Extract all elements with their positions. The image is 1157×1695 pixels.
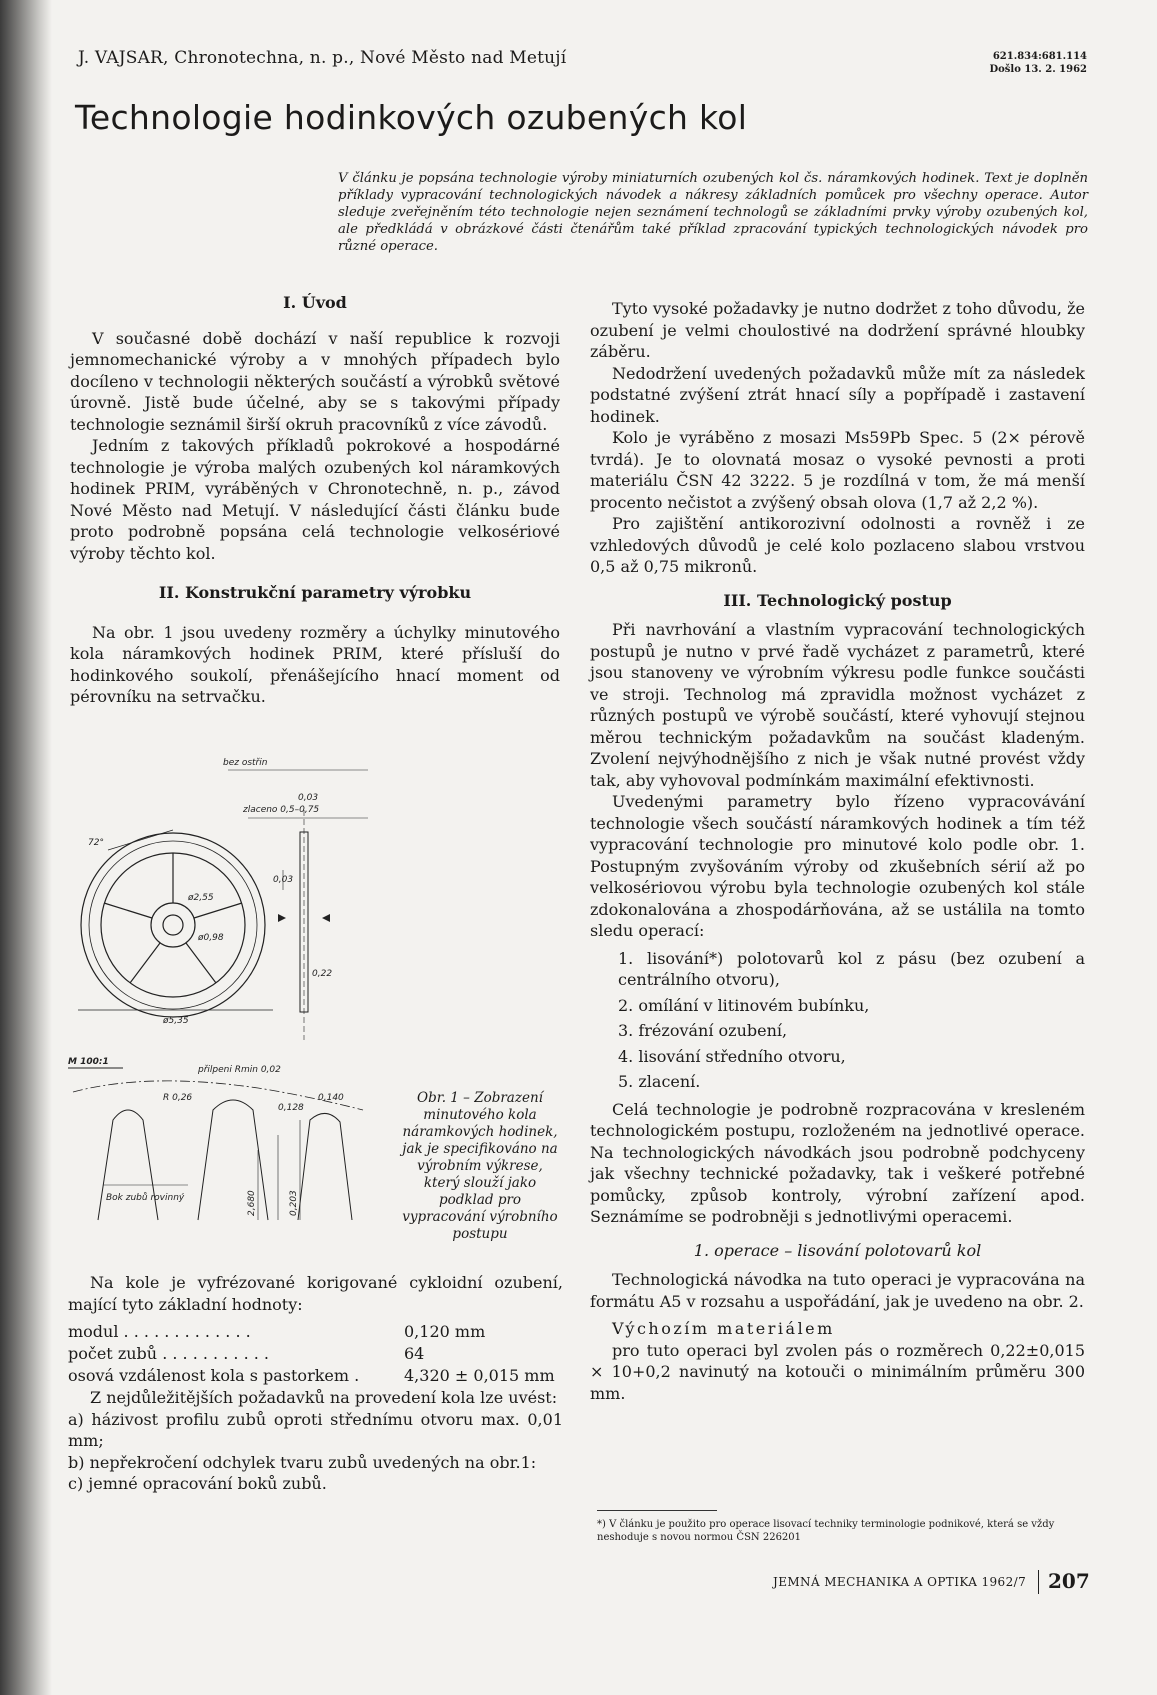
figure-label: 0,203 bbox=[289, 1190, 299, 1216]
paragraph: Celá technologie je podrobně rozpracována v kresleném technologickém postupu, rozloženém na jednotlivé operace. Na technologických návodkách jsou podrobně podchyceny jak všechny technické požadavky, tak i veškeré potřebné pomůcky, způsob kontroly, výrobní zařízení apod. Seznámíme se podrobněji s jednotlivými operacemi. bbox=[590, 1099, 1085, 1226]
page-binding-shadow bbox=[0, 0, 52, 1695]
figure-label: R 0,26 bbox=[163, 1093, 193, 1103]
article-title: Technologie hodinkových ozubených kol bbox=[75, 98, 748, 137]
paragraph: pro tuto operaci byl zvolen pás o rozměrech 0,22±0,015 × 10+0,2 navinutý na kotouči o minimálním průměru 300 mm. bbox=[590, 1340, 1085, 1403]
figure-label: 0,128 bbox=[278, 1103, 304, 1113]
section-2-heading: II. Konstrukční parametry výrobku bbox=[158, 583, 472, 602]
section-1-heading: I. Úvod bbox=[283, 293, 347, 312]
paragraph: Uvedenými parametry bylo řízeno vypracovávání technologie všech součástí náramkových hodinek a tím též vypracování technologie pro minutové kolo podle obr. 1. Postupným zvyšováním výroby od zkušebních sérií až po velkosériovou výrobu byla technologie ozubených kol stále zdokonalována a zhospodárňována, až se ustálila na tomto sledu operací: bbox=[590, 792, 1085, 940]
paragraph: V současné době dochází v naší republice k rozvoji jemnomechanické výroby a v mnohých případech bylo docíleno v technologii některých součástí a výrobků světové úrovně. Jistě bude účelné, aby se s takovými případy technologie seznámil širší okruh pracovníků z více závodů. bbox=[70, 328, 560, 434]
operations-list bbox=[590, 948, 1085, 1093]
paragraph: Jedním z takových příkladů pokrokové a hospodárné technologie je výroba malých ozubených kol náramkových hodinek PRIM, vyráběných v Chronotechně, n. p., závod Nové Město nad Metují. V následující části článku bude proto podrobně popsána celá technologie velkosériové výroby těchto kol. bbox=[70, 436, 560, 563]
parameter-label: osová vzdálenost kola s pastorkem . bbox=[68, 1366, 360, 1385]
figure-label: zlaceno 0,5–0,75 bbox=[243, 805, 320, 815]
left-column-bottom bbox=[68, 1272, 563, 1495]
operation-item: 2. omílání v litinovém bubínku, bbox=[618, 995, 870, 1015]
requirement-c: c) jemné opracování boků zubů. bbox=[68, 1474, 327, 1493]
udc-code: 621.834:681.114 bbox=[992, 51, 1087, 62]
page-number: 207 bbox=[1048, 1569, 1090, 1593]
operation-item: 5. zlacení. bbox=[618, 1072, 701, 1091]
figure-label: 0,22 bbox=[312, 969, 333, 979]
operation-1-heading: 1. operace – lisování polotovarů kol bbox=[693, 1240, 982, 1260]
footnote: *) V článku je použito pro operace lisovací techniky terminologie podnikové, která se vždy neshoduje s novou normou ČSN 226201 bbox=[597, 1519, 1055, 1543]
parameter-row bbox=[68, 1343, 563, 1365]
received-date: Došlo 13. 2. 1962 bbox=[989, 64, 1087, 75]
figure-label: 0,03 bbox=[298, 793, 319, 803]
right-column bbox=[590, 298, 1085, 1404]
paragraph: Na kole je vyfrézované korigované cykloidní ozubení, mající tyto základní hodnoty: bbox=[68, 1273, 563, 1314]
journal-footer: JEMNÁ MECHANIKA A OPTIKA 1962/7 bbox=[773, 1575, 1027, 1589]
parameter-value: 0,120 mm bbox=[404, 1322, 486, 1341]
figure-scale-label: M 100:1 bbox=[68, 1057, 109, 1067]
figure-label: 0,140 bbox=[318, 1093, 344, 1103]
abstract: V článku je popsána technologie výroby miniaturních ozubených kol čs. náramkových hodinek. Text je doplněn příklady vypracování technologických návodek a nákresy základních pomůcek pro všechny operace. Autor sleduje zveřejněním této technologie nejen seznámení technologů se základními prvky výroby ozubených kol, ale předkládá v obrázkové části čtenářům také příklad zpracování typických technologických návodek pro různé operace. bbox=[338, 171, 1088, 254]
figure-1-drawing bbox=[68, 758, 398, 1230]
requirement-a: a) házivost profilu zubů oproti střednímu otvoru max. 0,01 mm; bbox=[68, 1409, 563, 1450]
figure-1-caption: Obr. 1 – Zobrazení minutového kola náramkových hodinek, jak je specifikováno na výrobním výkrese, který slouží jako podklad pro vypracování výrobního postupu bbox=[402, 1090, 558, 1242]
figure-label: přilpeni Rmin 0,02 bbox=[198, 1065, 281, 1075]
figure-label: bez ostřin bbox=[223, 758, 268, 768]
operation-item: 3. frézování ozubení, bbox=[618, 1021, 788, 1040]
left-column-top bbox=[70, 292, 560, 708]
operation-item: 4. lisování středního otvoru, bbox=[618, 1046, 846, 1066]
parameter-value: 4,320 ± 0,015 mm bbox=[404, 1366, 555, 1385]
header-meta bbox=[989, 50, 1087, 76]
section-3-heading: III. Technologický postup bbox=[723, 590, 952, 610]
figure-label: 72° bbox=[88, 838, 104, 848]
paragraph: Kolo je vyráběno z mosazi Ms59Pb Spec. 5 (2× pérově tvrdá). Je to olovnatá mosaz o vysoké pevnosti a proti materiálu ČSN 42 3222. 5 je rozdílná v tom, že má menší procento nečistot a zvýšený obsah olova (1,7 až 2,2 %). bbox=[590, 428, 1085, 512]
requirement-b: b) nepřekročení odchylek tvaru zubů uvedených na obr.1: bbox=[68, 1452, 537, 1472]
parameter-row bbox=[68, 1321, 563, 1343]
paragraph: Technologická návodka na tuto operaci je vypracována na formátu A5 v rozsahu a uspořádání, jak je uvedeno na obr. 2. bbox=[590, 1270, 1085, 1311]
parameter-value: 64 bbox=[404, 1344, 425, 1363]
figure-label: ø5,35 bbox=[163, 1016, 189, 1026]
operation-item: 1. lisování*) polotovarů kol z pásu (bez ozubení a centrálního otvoru), bbox=[618, 948, 1085, 989]
footer-divider bbox=[1038, 1570, 1039, 1594]
parameter-list bbox=[68, 1321, 563, 1387]
figure-label: 0,03 bbox=[273, 875, 294, 885]
figure-label: ø0,98 bbox=[198, 933, 224, 943]
parameter-label: modul . . . . . . . . . . . . . bbox=[68, 1322, 251, 1341]
paragraph: Nedodržení uvedených požadavků může mít za následek podstatné zvýšení ztrát hnací síly a popřípadě i zastavení hodinek. bbox=[590, 363, 1085, 426]
footnote-rule bbox=[597, 1510, 717, 1511]
paragraph: Tyto vysoké požadavky je nutno dodržet z toho důvodu, že ozubení je velmi choulostivé na dodržení správné hloubky záběru. bbox=[590, 299, 1085, 361]
paragraph: Při navrhování a vlastním vypracování technologických postupů je nutno v prvé řadě vycházet z parametrů, které jsou stanoveny ve výrobním výkresu podle funkce součásti ve stroji. Technolog má zpravidla možnost vycházet z různých postupů ve výrobě součástí, které vyhovují stejnou měrou technickým požadavkům na součást kladeným. Zvolení nejvýhodnějšího z nich je však nutné provést vždy tak, aby vyhovoval podmínkám maximální efektivnosti. bbox=[590, 620, 1085, 790]
figure-label: Bok zubů rovinný bbox=[106, 1193, 185, 1203]
paragraph: Pro zajištění antikorozivní odolnosti a rovněž i ze vzhledových důvodů je celé kolo pozlaceno slabou vrstvou 0,5 až 0,75 mikronů. bbox=[590, 514, 1085, 576]
parameter-row bbox=[68, 1365, 563, 1387]
paragraph: Z nejdůležitějších požadavků na provedení kola lze uvést: bbox=[90, 1388, 558, 1407]
figure-label: 2,680 bbox=[247, 1190, 257, 1216]
parameter-label: počet zubů . . . . . . . . . . . bbox=[68, 1344, 269, 1363]
figure-label: ø2,55 bbox=[188, 893, 214, 903]
paragraph: Na obr. 1 jsou uvedeny rozměry a úchylky minutového kola náramkových hodinek PRIM, které přísluší do hodinkového soukolí, přenášejícího hnací moment od pérovníku na setrvačku. bbox=[70, 622, 560, 706]
author-line: J. VAJSAR, Chronotechna, n. p., Nové Město nad Metují bbox=[78, 48, 567, 68]
material-heading: Výchozím materiálem bbox=[612, 1319, 835, 1338]
